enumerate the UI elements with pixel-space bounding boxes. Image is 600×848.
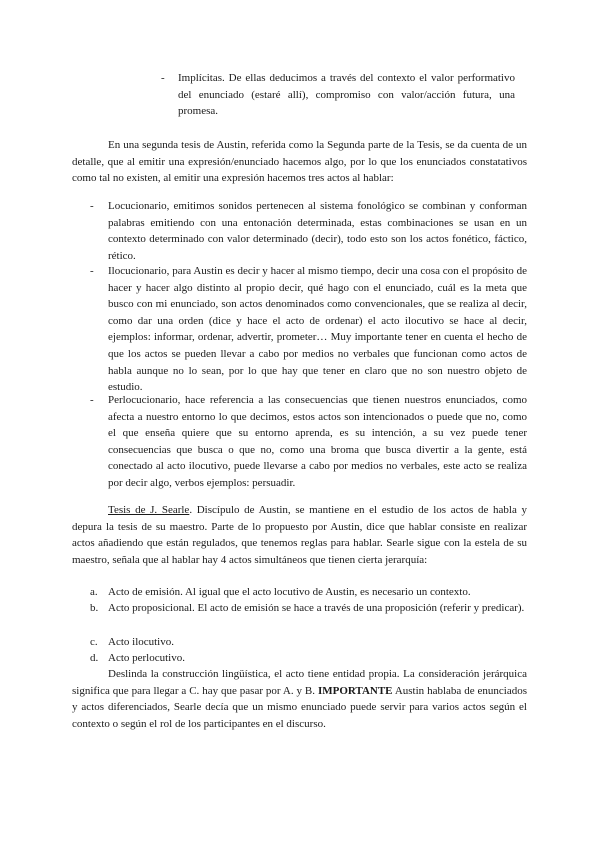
list-item-b: Acto proposicional. El acto de emisión se hace a través de una proposición (referir y predicar). <box>108 602 525 614</box>
list-item-d: Acto perlocutivo. <box>108 652 185 664</box>
list-marker-b: b. <box>90 602 99 614</box>
final-paragraph <box>72 666 527 732</box>
list-item-a: Acto de emisión. Al igual que el acto locutivo de Austin, es necesario un contexto. <box>108 586 471 598</box>
searle-text: . Discípulo de Austin, se mantiene en el estudio de los actos de habla y depura la tesis de su maestro. Parte de lo propuesto por Austin, dice que hablar consiste en realizar actos añadiendo que están regulados, que tenemos reglas para hablar. Searle sigue con la estela de su maestro, señala que al hablar hay 4 actos simultáneos que tienen cierta jerarquía: <box>72 504 527 566</box>
locucionario-text: Locucionario, emitimos sonidos pertenecen al sistema fonológico se combinan y conforman palabras emitiendo con una entonación determinada, estas combinaciones se usan en un contexto determinado con valor determinado (decir), todo esto son los actos fonético, fáctico, rético. <box>108 200 527 262</box>
perlocucionario-text: Perlocucionario, hace referencia a las consecuencias que tienen nuestros enunciados, como afecta a nuestro entorno lo que decimos, estos actos son intencionados o puede que no, como el que enseña quiere que su entorno aprenda, es su intención, a su vez puede tener consecuencias que busca o que no, como una broma que busca divertir a la gente, está conectado al acto ilocutivo, puede llevarse a cabo por medios no verbales, este acto se realiza por decir algo, verbos ejemplos: persuadir. <box>108 394 527 489</box>
perlocucionario-dash: - <box>90 394 94 406</box>
list-marker-a: a. <box>90 586 98 598</box>
implicitas-dash: - <box>161 72 165 84</box>
locucionario-dash: - <box>90 200 94 212</box>
list-item-c: Acto ilocutivo. <box>108 636 174 648</box>
searle-paragraph <box>72 502 527 568</box>
implicitas-text: Implícitas. De ellas deducimos a través del contexto el valor performativo del enunciado (estaré allí), compromiso con valor/acción futura, una promesa. <box>178 72 515 118</box>
final-text-1: Deslinda la construcción lingüística, el acto tiene entidad propia. La consideración jerárquica significa que para llegar a C. hay que pasar por A. y B. <box>72 668 527 697</box>
segunda-tesis-paragraph: En una segunda tesis de Austin, referida como la Segunda parte de la Tesis, se da cuenta de un detalle, que al emitir una expresión/enunciado hacemos algo, por lo que los enunciados constatativos como tal no existen, al emitir una expresión hacemos tres actos al hablar: <box>72 139 527 185</box>
important-label: IMPORTANTE <box>317 684 393 697</box>
ilocucionario-text: Ilocucionario, para Austin es decir y hacer al mismo tiempo, decir una cosa con el propósito de hacer y hacer algo distinto al propio decir, qué hago con el enunciado, cuál es la meta que busco con mi enunciado, son actos denominados como convencionales, que se realiza al decir, como dar una orden (dice y hace el acto de ordenar) el acto ilocutivo se hace al decir, ejemplos: informar, ordenar, advertir, prometer… Muy importante tener en cuenta el hecho de que los actos se pueden llevar a cabo por medios no verbales que funcionan como actos de habla aunque no lo sean, por lo que hay que tener en claro que no son nuestro objeto de estudio. <box>108 265 527 394</box>
final-text-2: Austin hablaba de enunciados y actos diferenciados, Searle decía que un mismo enunciado puede servir para varios actos según el contexto o según el rol de los participantes en el discurso. <box>72 684 527 730</box>
list-marker-d: d. <box>90 652 99 664</box>
list-marker-c: c. <box>90 636 98 648</box>
ilocucionario-dash: - <box>90 265 94 277</box>
searle-title: Tesis de J. Searle <box>108 504 190 516</box>
